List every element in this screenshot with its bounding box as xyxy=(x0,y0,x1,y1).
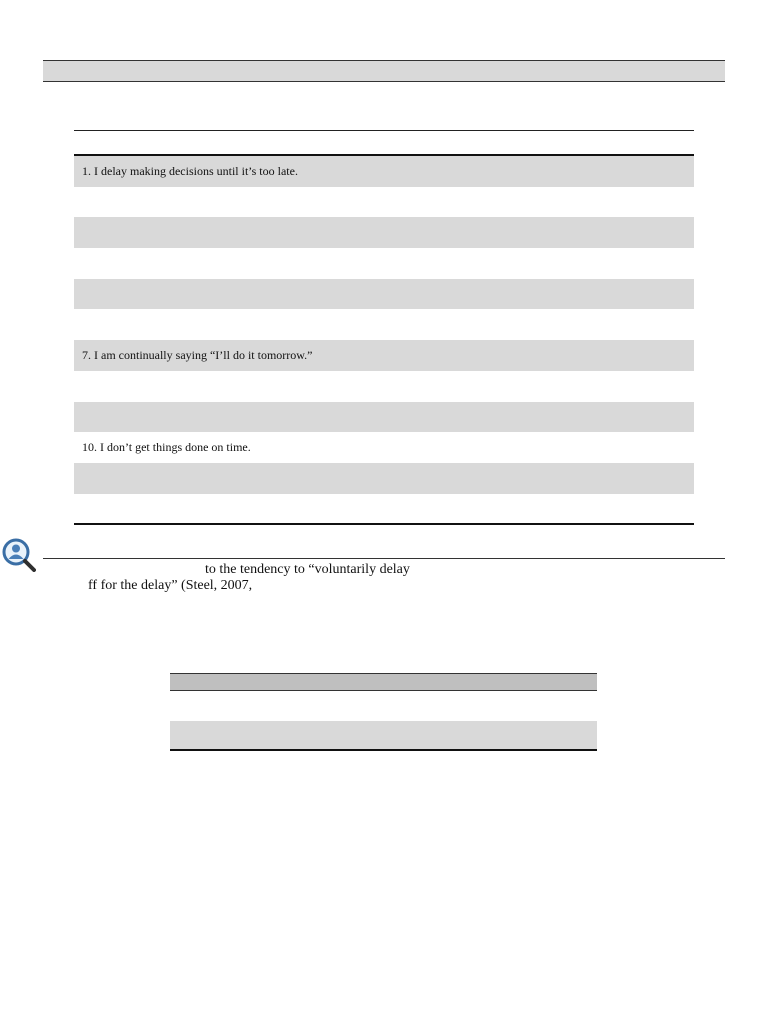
table-row xyxy=(74,494,694,525)
table-row xyxy=(74,371,694,402)
small-table-shaded-row xyxy=(170,721,597,749)
body-text-line-1: to the tendency to “voluntarily delay xyxy=(205,562,410,577)
table-top-rule xyxy=(74,130,694,131)
magnifier-person-icon[interactable] xyxy=(0,536,36,572)
table-row xyxy=(74,463,694,494)
header-band xyxy=(43,60,725,82)
table-row: 7. I am continually saying “I’ll do it tomorrow.” xyxy=(74,340,694,371)
table-row xyxy=(74,187,694,218)
table-row: 1. I delay making decisions until it’s too late. xyxy=(74,156,694,187)
table-row xyxy=(74,402,694,433)
small-table-header xyxy=(170,673,597,691)
small-table-bottom-rule xyxy=(170,749,597,751)
table-row xyxy=(74,248,694,279)
table-row xyxy=(74,309,694,340)
table-row xyxy=(74,217,694,248)
section-rule xyxy=(43,558,725,559)
small-table xyxy=(170,673,597,751)
table-row: 10. I don’t get things done on time. xyxy=(82,440,251,455)
table-rows xyxy=(74,156,694,524)
table-bottom-rule xyxy=(74,523,694,525)
body-text-line-2: ff for the delay” (Steel, 2007, xyxy=(88,578,253,593)
table-row xyxy=(74,279,694,310)
